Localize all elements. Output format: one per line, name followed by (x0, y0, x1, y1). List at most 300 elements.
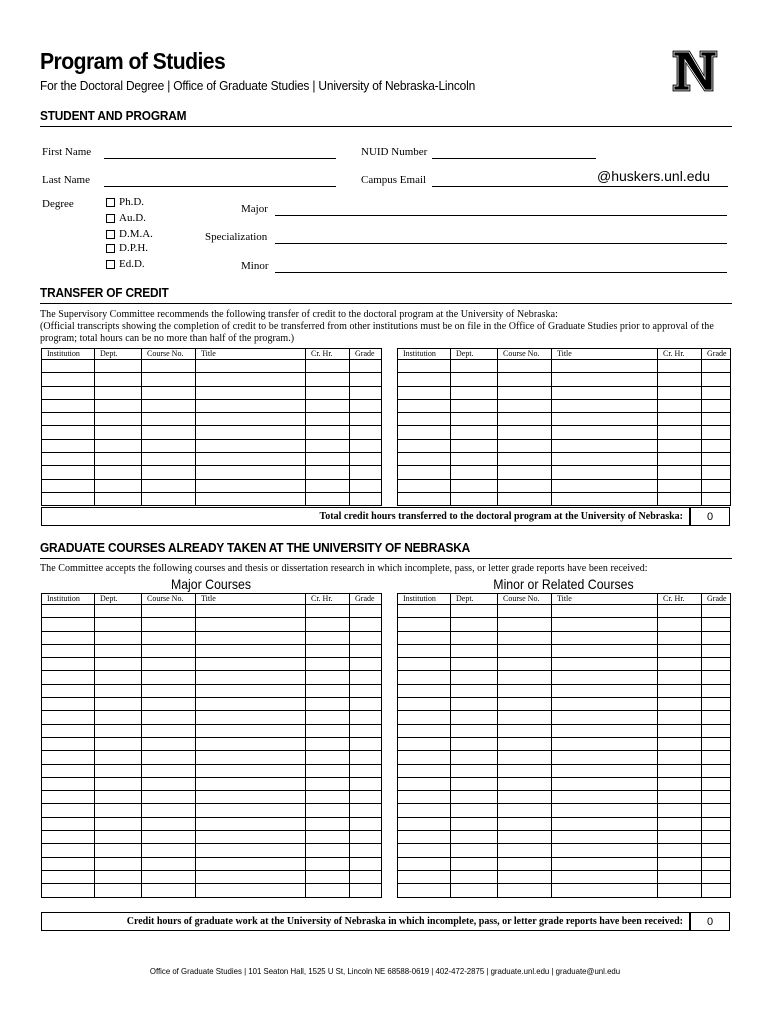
table-cell[interactable] (306, 724, 350, 737)
table-cell[interactable] (196, 870, 306, 883)
table-cell[interactable] (142, 413, 196, 426)
table-cell[interactable] (42, 751, 95, 764)
table-cell[interactable] (42, 373, 95, 386)
table-cell[interactable] (658, 658, 702, 671)
table-cell[interactable] (498, 453, 552, 466)
table-cell[interactable] (95, 751, 142, 764)
table-cell[interactable] (552, 884, 658, 897)
table-cell[interactable] (350, 413, 382, 426)
checkbox[interactable] (106, 230, 115, 239)
table-cell[interactable] (306, 479, 350, 492)
table-cell[interactable] (42, 631, 95, 644)
table-cell[interactable] (552, 791, 658, 804)
table-cell[interactable] (42, 453, 95, 466)
table-cell[interactable] (350, 698, 382, 711)
table-cell[interactable] (95, 671, 142, 684)
table-cell[interactable] (350, 844, 382, 857)
table-cell[interactable] (451, 492, 498, 505)
table-cell[interactable] (398, 751, 451, 764)
table-cell[interactable] (552, 360, 658, 373)
table-cell[interactable] (350, 831, 382, 844)
table-cell[interactable] (702, 439, 731, 452)
table-cell[interactable] (658, 439, 702, 452)
table-cell[interactable] (398, 413, 451, 426)
table-cell[interactable] (398, 870, 451, 883)
table-cell[interactable] (498, 466, 552, 479)
campus-email-field[interactable] (432, 186, 728, 187)
table-cell[interactable] (196, 479, 306, 492)
table-cell[interactable] (702, 751, 731, 764)
table-cell[interactable] (398, 857, 451, 870)
table-cell[interactable] (42, 360, 95, 373)
table-cell[interactable] (552, 804, 658, 817)
table-cell[interactable] (398, 386, 451, 399)
table-cell[interactable] (350, 777, 382, 790)
table-cell[interactable] (42, 671, 95, 684)
table-cell[interactable] (350, 751, 382, 764)
table-cell[interactable] (306, 671, 350, 684)
table-cell[interactable] (552, 426, 658, 439)
table-cell[interactable] (95, 466, 142, 479)
table-cell[interactable] (658, 453, 702, 466)
table-cell[interactable] (142, 857, 196, 870)
table-cell[interactable] (398, 724, 451, 737)
table-cell[interactable] (702, 426, 731, 439)
table-cell[interactable] (398, 360, 451, 373)
table-cell[interactable] (498, 751, 552, 764)
table-cell[interactable] (498, 764, 552, 777)
table-cell[interactable] (398, 831, 451, 844)
table-cell[interactable] (306, 631, 350, 644)
table-cell[interactable] (95, 386, 142, 399)
table-cell[interactable] (95, 605, 142, 618)
table-cell[interactable] (552, 817, 658, 830)
table-cell[interactable] (142, 439, 196, 452)
table-cell[interactable] (142, 479, 196, 492)
table-cell[interactable] (142, 870, 196, 883)
table-cell[interactable] (95, 724, 142, 737)
table-cell[interactable] (398, 884, 451, 897)
degree-option-dph[interactable]: D.P.H. (106, 241, 153, 255)
table-cell[interactable] (350, 453, 382, 466)
table-cell[interactable] (142, 791, 196, 804)
table-cell[interactable] (658, 644, 702, 657)
table-cell[interactable] (350, 479, 382, 492)
table-cell[interactable] (196, 373, 306, 386)
table-cell[interactable] (196, 618, 306, 631)
table-cell[interactable] (451, 751, 498, 764)
table-cell[interactable] (95, 870, 142, 883)
table-cell[interactable] (350, 466, 382, 479)
table-cell[interactable] (658, 737, 702, 750)
table-cell[interactable] (306, 426, 350, 439)
table-cell[interactable] (498, 658, 552, 671)
table-cell[interactable] (658, 817, 702, 830)
table-cell[interactable] (498, 844, 552, 857)
table-cell[interactable] (306, 618, 350, 631)
table-cell[interactable] (95, 791, 142, 804)
table-cell[interactable] (702, 684, 731, 697)
table-cell[interactable] (306, 777, 350, 790)
table-cell[interactable] (95, 711, 142, 724)
table-cell[interactable] (42, 658, 95, 671)
table-cell[interactable] (398, 817, 451, 830)
table-cell[interactable] (196, 698, 306, 711)
table-cell[interactable] (142, 618, 196, 631)
table-cell[interactable] (142, 817, 196, 830)
table-cell[interactable] (498, 857, 552, 870)
table-cell[interactable] (42, 439, 95, 452)
table-cell[interactable] (306, 711, 350, 724)
table-cell[interactable] (142, 453, 196, 466)
table-cell[interactable] (702, 884, 731, 897)
table-cell[interactable] (658, 698, 702, 711)
table-cell[interactable] (350, 791, 382, 804)
table-cell[interactable] (95, 413, 142, 426)
table-cell[interactable] (95, 492, 142, 505)
table-cell[interactable] (552, 857, 658, 870)
table-cell[interactable] (451, 684, 498, 697)
table-cell[interactable] (451, 764, 498, 777)
table-cell[interactable] (196, 684, 306, 697)
table-cell[interactable] (350, 373, 382, 386)
table-cell[interactable] (702, 618, 731, 631)
table-cell[interactable] (552, 453, 658, 466)
table-cell[interactable] (702, 844, 731, 857)
table-cell[interactable] (142, 804, 196, 817)
table-cell[interactable] (42, 386, 95, 399)
table-cell[interactable] (42, 399, 95, 412)
table-cell[interactable] (95, 777, 142, 790)
transfer-total-value[interactable]: 0 (690, 507, 730, 526)
table-cell[interactable] (350, 631, 382, 644)
degree-option-phd[interactable]: Ph.D. (106, 195, 153, 209)
table-cell[interactable] (658, 711, 702, 724)
table-cell[interactable] (702, 817, 731, 830)
table-cell[interactable] (350, 684, 382, 697)
table-cell[interactable] (42, 426, 95, 439)
table-cell[interactable] (350, 724, 382, 737)
table-cell[interactable] (451, 711, 498, 724)
table-cell[interactable] (498, 373, 552, 386)
table-cell[interactable] (306, 870, 350, 883)
table-cell[interactable] (658, 751, 702, 764)
table-cell[interactable] (451, 360, 498, 373)
table-cell[interactable] (42, 479, 95, 492)
table-cell[interactable] (451, 817, 498, 830)
last-name-field[interactable] (104, 186, 336, 187)
table-cell[interactable] (552, 684, 658, 697)
table-cell[interactable] (196, 764, 306, 777)
table-cell[interactable] (95, 737, 142, 750)
table-cell[interactable] (398, 671, 451, 684)
table-cell[interactable] (306, 453, 350, 466)
table-cell[interactable] (196, 724, 306, 737)
table-cell[interactable] (196, 671, 306, 684)
table-cell[interactable] (42, 844, 95, 857)
table-cell[interactable] (552, 399, 658, 412)
checkbox[interactable] (106, 214, 115, 223)
table-cell[interactable] (658, 724, 702, 737)
table-cell[interactable] (398, 711, 451, 724)
table-cell[interactable] (552, 711, 658, 724)
table-cell[interactable] (658, 844, 702, 857)
table-cell[interactable] (451, 804, 498, 817)
table-cell[interactable] (658, 426, 702, 439)
table-cell[interactable] (42, 884, 95, 897)
table-cell[interactable] (306, 684, 350, 697)
table-cell[interactable] (306, 884, 350, 897)
table-cell[interactable] (142, 684, 196, 697)
table-cell[interactable] (451, 479, 498, 492)
table-cell[interactable] (350, 804, 382, 817)
table-cell[interactable] (95, 439, 142, 452)
table-cell[interactable] (398, 791, 451, 804)
first-name-field[interactable] (104, 158, 336, 159)
table-cell[interactable] (42, 492, 95, 505)
table-cell[interactable] (702, 399, 731, 412)
table-cell[interactable] (398, 631, 451, 644)
table-cell[interactable] (95, 453, 142, 466)
table-cell[interactable] (350, 857, 382, 870)
table-cell[interactable] (702, 764, 731, 777)
table-cell[interactable] (702, 804, 731, 817)
table-cell[interactable] (42, 791, 95, 804)
table-cell[interactable] (702, 644, 731, 657)
table-cell[interactable] (702, 870, 731, 883)
table-cell[interactable] (498, 479, 552, 492)
table-cell[interactable] (658, 857, 702, 870)
table-cell[interactable] (142, 764, 196, 777)
table-cell[interactable] (142, 724, 196, 737)
table-cell[interactable] (398, 698, 451, 711)
table-cell[interactable] (658, 399, 702, 412)
table-cell[interactable] (398, 439, 451, 452)
table-cell[interactable] (552, 479, 658, 492)
table-cell[interactable] (451, 386, 498, 399)
table-cell[interactable] (142, 658, 196, 671)
table-cell[interactable] (451, 777, 498, 790)
table-cell[interactable] (552, 724, 658, 737)
table-cell[interactable] (498, 426, 552, 439)
table-cell[interactable] (498, 870, 552, 883)
table-cell[interactable] (306, 360, 350, 373)
checkbox[interactable] (106, 198, 115, 207)
table-cell[interactable] (350, 386, 382, 399)
table-cell[interactable] (552, 439, 658, 452)
table-cell[interactable] (142, 698, 196, 711)
table-cell[interactable] (658, 671, 702, 684)
table-cell[interactable] (306, 466, 350, 479)
table-cell[interactable] (552, 492, 658, 505)
table-cell[interactable] (42, 817, 95, 830)
table-cell[interactable] (498, 399, 552, 412)
table-cell[interactable] (398, 618, 451, 631)
table-cell[interactable] (451, 644, 498, 657)
table-cell[interactable] (196, 360, 306, 373)
table-cell[interactable] (398, 764, 451, 777)
table-cell[interactable] (306, 831, 350, 844)
table-cell[interactable] (658, 479, 702, 492)
degree-option-aud[interactable]: Au.D. (106, 211, 153, 225)
table-cell[interactable] (552, 870, 658, 883)
table-cell[interactable] (350, 492, 382, 505)
table-cell[interactable] (498, 631, 552, 644)
minor-field[interactable] (275, 272, 727, 273)
table-cell[interactable] (142, 373, 196, 386)
table-cell[interactable] (702, 631, 731, 644)
table-cell[interactable] (398, 844, 451, 857)
table-cell[interactable] (350, 817, 382, 830)
table-cell[interactable] (350, 605, 382, 618)
graduate-total-value[interactable]: 0 (690, 912, 730, 931)
table-cell[interactable] (451, 724, 498, 737)
table-cell[interactable] (42, 737, 95, 750)
table-cell[interactable] (95, 618, 142, 631)
table-cell[interactable] (498, 644, 552, 657)
table-cell[interactable] (142, 605, 196, 618)
table-cell[interactable] (658, 684, 702, 697)
table-cell[interactable] (658, 492, 702, 505)
table-cell[interactable] (451, 453, 498, 466)
table-cell[interactable] (350, 884, 382, 897)
table-cell[interactable] (451, 671, 498, 684)
table-cell[interactable] (658, 884, 702, 897)
table-cell[interactable] (95, 817, 142, 830)
table-cell[interactable] (451, 844, 498, 857)
table-cell[interactable] (196, 804, 306, 817)
table-cell[interactable] (306, 844, 350, 857)
table-cell[interactable] (196, 605, 306, 618)
table-cell[interactable] (142, 671, 196, 684)
table-cell[interactable] (306, 751, 350, 764)
table-cell[interactable] (42, 413, 95, 426)
table-cell[interactable] (498, 671, 552, 684)
table-cell[interactable] (552, 631, 658, 644)
table-cell[interactable] (658, 764, 702, 777)
table-cell[interactable] (498, 791, 552, 804)
table-cell[interactable] (142, 751, 196, 764)
table-cell[interactable] (498, 711, 552, 724)
table-cell[interactable] (451, 884, 498, 897)
table-cell[interactable] (702, 671, 731, 684)
table-cell[interactable] (142, 386, 196, 399)
table-cell[interactable] (142, 777, 196, 790)
table-cell[interactable] (398, 492, 451, 505)
table-cell[interactable] (552, 751, 658, 764)
table-cell[interactable] (552, 373, 658, 386)
table-cell[interactable] (702, 724, 731, 737)
table-cell[interactable] (350, 644, 382, 657)
table-cell[interactable] (306, 698, 350, 711)
table-cell[interactable] (142, 492, 196, 505)
table-cell[interactable] (196, 777, 306, 790)
table-cell[interactable] (196, 453, 306, 466)
table-cell[interactable] (451, 791, 498, 804)
table-cell[interactable] (95, 631, 142, 644)
table-cell[interactable] (552, 618, 658, 631)
table-cell[interactable] (350, 658, 382, 671)
table-cell[interactable] (451, 631, 498, 644)
table-cell[interactable] (702, 857, 731, 870)
table-cell[interactable] (658, 413, 702, 426)
checkbox[interactable] (106, 244, 115, 253)
table-cell[interactable] (95, 658, 142, 671)
table-cell[interactable] (398, 466, 451, 479)
table-cell[interactable] (142, 737, 196, 750)
table-cell[interactable] (552, 671, 658, 684)
table-cell[interactable] (42, 777, 95, 790)
table-cell[interactable] (350, 764, 382, 777)
table-cell[interactable] (658, 360, 702, 373)
table-cell[interactable] (196, 737, 306, 750)
table-cell[interactable] (702, 831, 731, 844)
table-cell[interactable] (498, 817, 552, 830)
table-cell[interactable] (702, 386, 731, 399)
table-cell[interactable] (702, 373, 731, 386)
table-cell[interactable] (552, 844, 658, 857)
table-cell[interactable] (498, 804, 552, 817)
table-cell[interactable] (95, 479, 142, 492)
table-cell[interactable] (196, 631, 306, 644)
table-cell[interactable] (42, 764, 95, 777)
table-cell[interactable] (42, 804, 95, 817)
table-cell[interactable] (398, 804, 451, 817)
table-cell[interactable] (451, 870, 498, 883)
table-cell[interactable] (196, 644, 306, 657)
table-cell[interactable] (498, 684, 552, 697)
table-cell[interactable] (398, 658, 451, 671)
table-cell[interactable] (306, 413, 350, 426)
table-cell[interactable] (196, 884, 306, 897)
table-cell[interactable] (658, 777, 702, 790)
table-cell[interactable] (42, 857, 95, 870)
table-cell[interactable] (658, 831, 702, 844)
table-cell[interactable] (658, 466, 702, 479)
table-cell[interactable] (398, 737, 451, 750)
table-cell[interactable] (142, 466, 196, 479)
table-cell[interactable] (95, 698, 142, 711)
table-cell[interactable] (196, 492, 306, 505)
table-cell[interactable] (702, 658, 731, 671)
table-cell[interactable] (42, 466, 95, 479)
table-cell[interactable] (552, 386, 658, 399)
table-cell[interactable] (306, 737, 350, 750)
table-cell[interactable] (306, 791, 350, 804)
table-cell[interactable] (42, 605, 95, 618)
table-cell[interactable] (451, 698, 498, 711)
table-cell[interactable] (398, 777, 451, 790)
table-cell[interactable] (702, 698, 731, 711)
table-cell[interactable] (142, 399, 196, 412)
table-cell[interactable] (498, 618, 552, 631)
table-cell[interactable] (498, 737, 552, 750)
table-cell[interactable] (552, 658, 658, 671)
table-cell[interactable] (451, 658, 498, 671)
table-cell[interactable] (498, 831, 552, 844)
table-cell[interactable] (142, 360, 196, 373)
table-cell[interactable] (451, 413, 498, 426)
table-cell[interactable] (498, 777, 552, 790)
table-cell[interactable] (196, 413, 306, 426)
table-cell[interactable] (196, 711, 306, 724)
table-cell[interactable] (702, 777, 731, 790)
table-cell[interactable] (350, 426, 382, 439)
table-cell[interactable] (306, 764, 350, 777)
table-cell[interactable] (196, 831, 306, 844)
table-cell[interactable] (42, 644, 95, 657)
table-cell[interactable] (306, 439, 350, 452)
